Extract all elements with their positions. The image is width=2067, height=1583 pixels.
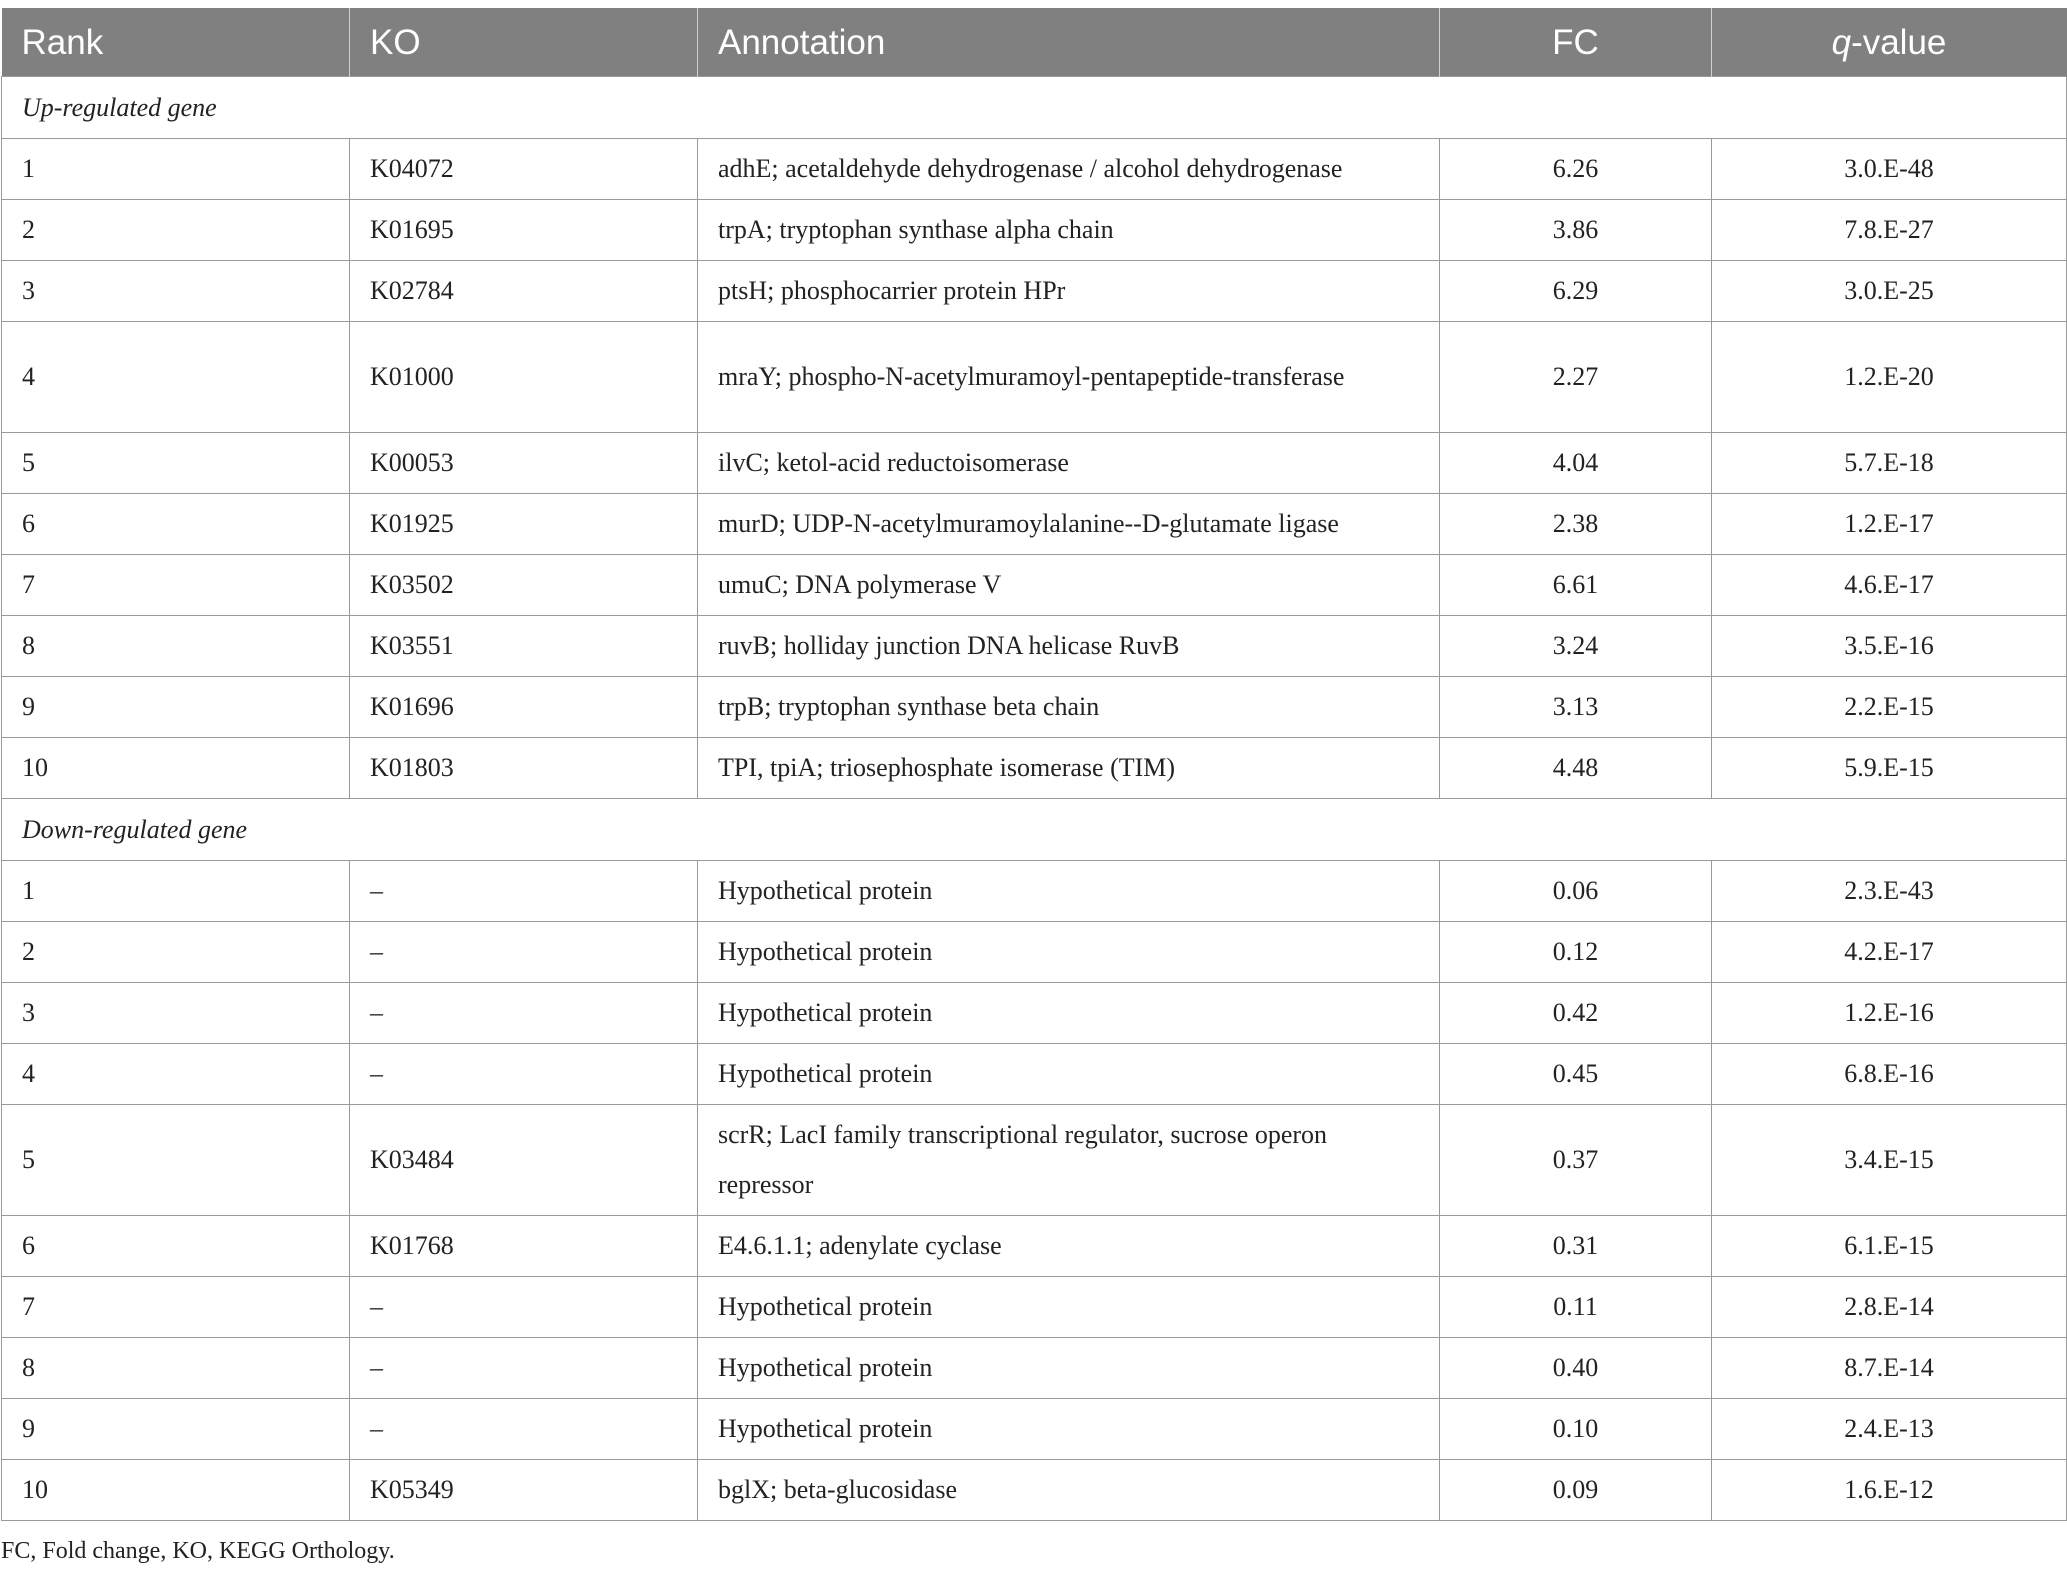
cell-annotation: bglX; beta-glucosidase	[698, 1460, 1440, 1521]
cell-rank: 8	[2, 1338, 350, 1399]
cell-annotation: ruvB; holliday junction DNA helicase RuvB	[698, 616, 1440, 677]
cell-annotation: trpB; tryptophan synthase beta chain	[698, 677, 1440, 738]
section-row	[2, 77, 2067, 139]
cell-ko: –	[350, 983, 698, 1044]
cell-rank: 3	[2, 261, 350, 322]
cell-ko: –	[350, 1399, 698, 1460]
cell-annotation: Hypothetical protein	[698, 1277, 1440, 1338]
table-row	[2, 861, 2067, 922]
cell-q-value: 2.4.E-13	[1712, 1399, 2067, 1460]
table-row	[2, 983, 2067, 1044]
cell-annotation: adhE; acetaldehyde dehydrogenase / alcohol dehydrogenase	[698, 139, 1440, 200]
cell-ko: –	[350, 1338, 698, 1399]
cell-rank: 5	[2, 1105, 350, 1216]
cell-q-value: 6.8.E-16	[1712, 1044, 2067, 1105]
cell-fc: 0.31	[1440, 1216, 1712, 1277]
cell-ko: K03502	[350, 555, 698, 616]
cell-fc: 2.27	[1440, 322, 1712, 433]
table-row	[2, 738, 2067, 799]
cell-fc: 6.29	[1440, 261, 1712, 322]
cell-ko: –	[350, 861, 698, 922]
cell-fc: 2.38	[1440, 494, 1712, 555]
cell-fc: 4.48	[1440, 738, 1712, 799]
cell-annotation: ptsH; phosphocarrier protein HPr	[698, 261, 1440, 322]
table-row	[2, 616, 2067, 677]
cell-rank: 2	[2, 200, 350, 261]
cell-q-value: 2.3.E-43	[1712, 861, 2067, 922]
table-row	[2, 922, 2067, 983]
cell-ko: K03551	[350, 616, 698, 677]
cell-fc: 0.12	[1440, 922, 1712, 983]
cell-q-value: 3.4.E-15	[1712, 1105, 2067, 1216]
header-fc: FC	[1440, 9, 1712, 77]
header-ko: KO	[350, 9, 698, 77]
cell-annotation: Hypothetical protein	[698, 1044, 1440, 1105]
cell-ko: K01925	[350, 494, 698, 555]
cell-ko: K00053	[350, 433, 698, 494]
cell-q-value: 2.2.E-15	[1712, 677, 2067, 738]
table-row	[2, 200, 2067, 261]
cell-fc: 0.40	[1440, 1338, 1712, 1399]
cell-fc: 0.42	[1440, 983, 1712, 1044]
table-row	[2, 322, 2067, 433]
header-rank: Rank	[2, 9, 350, 77]
cell-rank: 3	[2, 983, 350, 1044]
cell-rank: 1	[2, 139, 350, 200]
cell-q-value: 1.2.E-17	[1712, 494, 2067, 555]
cell-rank: 8	[2, 616, 350, 677]
cell-annotation: Hypothetical protein	[698, 861, 1440, 922]
cell-ko: K01000	[350, 322, 698, 433]
cell-ko: –	[350, 1277, 698, 1338]
gene-table-container	[0, 8, 2067, 1521]
header-annotation: Annotation	[698, 9, 1440, 77]
table-header	[2, 9, 2067, 77]
cell-annotation: ilvC; ketol-acid reductoisomerase	[698, 433, 1440, 494]
cell-rank: 4	[2, 322, 350, 433]
table-row	[2, 1216, 2067, 1277]
table-row	[2, 1044, 2067, 1105]
cell-q-value: 5.7.E-18	[1712, 433, 2067, 494]
table-footnote: FC, Fold change, KO, KEGG Orthology.	[1, 1538, 395, 1564]
cell-fc: 0.45	[1440, 1044, 1712, 1105]
section-title: Up-regulated gene	[2, 77, 2067, 139]
cell-q-value: 2.8.E-14	[1712, 1277, 2067, 1338]
cell-ko: –	[350, 1044, 698, 1105]
cell-annotation: TPI, tpiA; triosephosphate isomerase (TIM)	[698, 738, 1440, 799]
cell-rank: 4	[2, 1044, 350, 1105]
cell-annotation: Hypothetical protein	[698, 1399, 1440, 1460]
cell-annotation: Hypothetical protein	[698, 922, 1440, 983]
header-q-suffix: -value	[1851, 22, 1947, 62]
cell-q-value: 6.1.E-15	[1712, 1216, 2067, 1277]
table-row	[2, 1277, 2067, 1338]
cell-rank: 2	[2, 922, 350, 983]
cell-annotation: umuC; DNA polymerase V	[698, 555, 1440, 616]
cell-q-value: 1.2.E-16	[1712, 983, 2067, 1044]
table-row	[2, 1399, 2067, 1460]
cell-q-value: 3.0.E-48	[1712, 139, 2067, 200]
cell-q-value: 4.2.E-17	[1712, 922, 2067, 983]
section-row	[2, 799, 2067, 861]
table-row	[2, 555, 2067, 616]
cell-q-value: 1.2.E-20	[1712, 322, 2067, 433]
cell-fc: 6.61	[1440, 555, 1712, 616]
header-q-italic: q	[1831, 22, 1852, 62]
cell-ko: K03484	[350, 1105, 698, 1216]
cell-q-value: 5.9.E-15	[1712, 738, 2067, 799]
cell-fc: 3.24	[1440, 616, 1712, 677]
cell-rank: 7	[2, 555, 350, 616]
cell-fc: 3.86	[1440, 200, 1712, 261]
table-row	[2, 1105, 2067, 1216]
cell-annotation: scrR; LacI family transcriptional regulator, sucrose operon repressor	[698, 1105, 1440, 1216]
cell-fc: 4.04	[1440, 433, 1712, 494]
cell-ko: K01768	[350, 1216, 698, 1277]
cell-rank: 10	[2, 738, 350, 799]
cell-rank: 9	[2, 1399, 350, 1460]
cell-annotation: mraY; phospho-N-acetylmuramoyl-pentapeptide-transferase	[698, 322, 1440, 433]
cell-fc: 0.11	[1440, 1277, 1712, 1338]
cell-annotation: E4.6.1.1; adenylate cyclase	[698, 1216, 1440, 1277]
cell-q-value: 1.6.E-12	[1712, 1460, 2067, 1521]
table-row	[2, 677, 2067, 738]
cell-ko: K05349	[350, 1460, 698, 1521]
cell-annotation: Hypothetical protein	[698, 983, 1440, 1044]
cell-rank: 6	[2, 1216, 350, 1277]
cell-rank: 6	[2, 494, 350, 555]
cell-q-value: 8.7.E-14	[1712, 1338, 2067, 1399]
cell-ko: K01696	[350, 677, 698, 738]
cell-ko: K02784	[350, 261, 698, 322]
cell-annotation: murD; UDP-N-acetylmuramoylalanine--D-glutamate ligase	[698, 494, 1440, 555]
cell-fc: 0.09	[1440, 1460, 1712, 1521]
cell-rank: 9	[2, 677, 350, 738]
cell-annotation: trpA; tryptophan synthase alpha chain	[698, 200, 1440, 261]
cell-rank: 5	[2, 433, 350, 494]
cell-rank: 1	[2, 861, 350, 922]
cell-ko: –	[350, 922, 698, 983]
cell-q-value: 7.8.E-27	[1712, 200, 2067, 261]
cell-fc: 0.10	[1440, 1399, 1712, 1460]
cell-rank: 10	[2, 1460, 350, 1521]
cell-ko: K01695	[350, 200, 698, 261]
cell-fc: 6.26	[1440, 139, 1712, 200]
table-row	[2, 494, 2067, 555]
cell-q-value: 3.5.E-16	[1712, 616, 2067, 677]
cell-ko: K01803	[350, 738, 698, 799]
cell-q-value: 4.6.E-17	[1712, 555, 2067, 616]
table-row	[2, 1460, 2067, 1521]
table-row	[2, 261, 2067, 322]
cell-annotation: Hypothetical protein	[698, 1338, 1440, 1399]
cell-fc: 3.13	[1440, 677, 1712, 738]
header-q-value	[1712, 9, 2067, 77]
cell-q-value: 3.0.E-25	[1712, 261, 2067, 322]
differential-gene-table	[1, 8, 2067, 1521]
table-body	[2, 77, 2067, 1521]
cell-rank: 7	[2, 1277, 350, 1338]
cell-ko: K04072	[350, 139, 698, 200]
section-title: Down-regulated gene	[2, 799, 2067, 861]
table-row	[2, 139, 2067, 200]
cell-fc: 0.37	[1440, 1105, 1712, 1216]
header-row	[2, 9, 2067, 77]
table-row	[2, 1338, 2067, 1399]
table-row	[2, 433, 2067, 494]
cell-fc: 0.06	[1440, 861, 1712, 922]
